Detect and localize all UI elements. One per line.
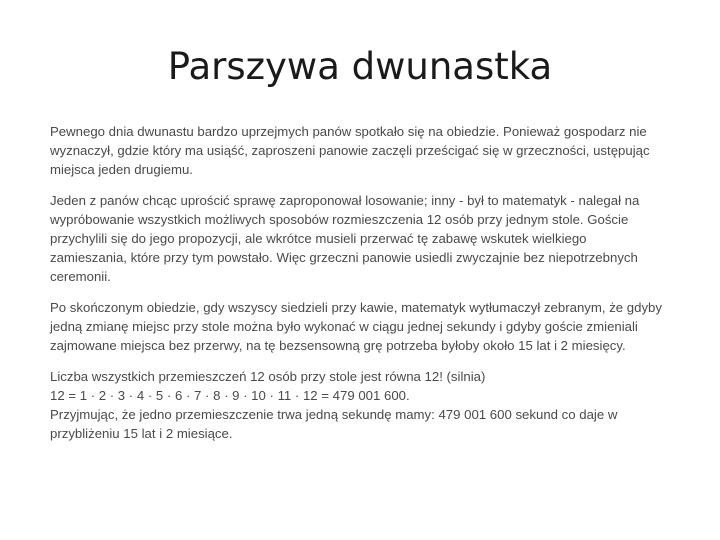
slide-body — [50, 122, 680, 443]
text-line: ceremonii. — [50, 269, 111, 284]
text-line: zamieszania, które przy tym powstało. Więc grzeczni panowie usiedli zwyczajnie bez niepotrzebnych — [50, 250, 638, 265]
text-line: jedną zmianę miejsc przy stole można było wykonać w ciągu jednej sekundy i gdyby goście zmieniali — [50, 319, 638, 334]
formula-line: 12 = 1 · 2 · 3 · 4 · 5 · 6 · 7 · 8 · 9 · 10 · 11 · 12 = 479 001 600. — [50, 388, 410, 403]
paragraph-calculation — [50, 367, 680, 443]
slide-title: Parszywa dwunastka — [167, 45, 553, 88]
text-line: Jeden z panów chcąc uprościć sprawę zaproponował losowanie; inny - był to matematyk - nalegał na — [50, 193, 640, 208]
paragraph-proposal — [50, 191, 680, 286]
paragraph-explanation — [50, 298, 680, 355]
text-line: Przyjmując, że jedno przemieszczenie trwa jedną sekundę mamy: 479 001 600 sekund co daje w — [50, 407, 618, 422]
text-line: miejsca jeden drugiemu. — [50, 162, 193, 177]
text-line: Po skończonym obiedzie, gdy wszyscy siedzieli przy kawie, matematyk wytłumaczył zebranym, że gdyby — [50, 300, 662, 315]
text-line: wyznaczył, gdzie który ma usiąść, zaproszeni panowie zaczęli prześcigać się w grzeczności, ustępując — [50, 143, 650, 158]
paragraph-intro — [50, 122, 680, 179]
text-line: przychylili się do jego propozycji, ale wkrótce musieli przerwać tę zabawę wskutek wielkiego — [50, 231, 587, 246]
text-line: wypróbowanie wszystkich możliwych sposobów rozmieszczenia 12 osób przy jednym stole. Goście — [50, 212, 629, 227]
text-line: Liczba wszystkich przemieszczeń 12 osób przy stole jest równa 12! (silnia) — [50, 369, 486, 384]
text-line: zajmowane miejsca bez przerwy, na tę bezsensowną grę potrzeba byłoby około 15 lat i 2 miesięcy. — [50, 338, 626, 353]
text-line: przybliżeniu 15 lat i 2 miesiące. — [50, 426, 233, 441]
text-line: Pewnego dnia dwunastu bardzo uprzejmych panów spotkało się na obiedzie. Ponieważ gospodarz nie — [50, 124, 647, 139]
